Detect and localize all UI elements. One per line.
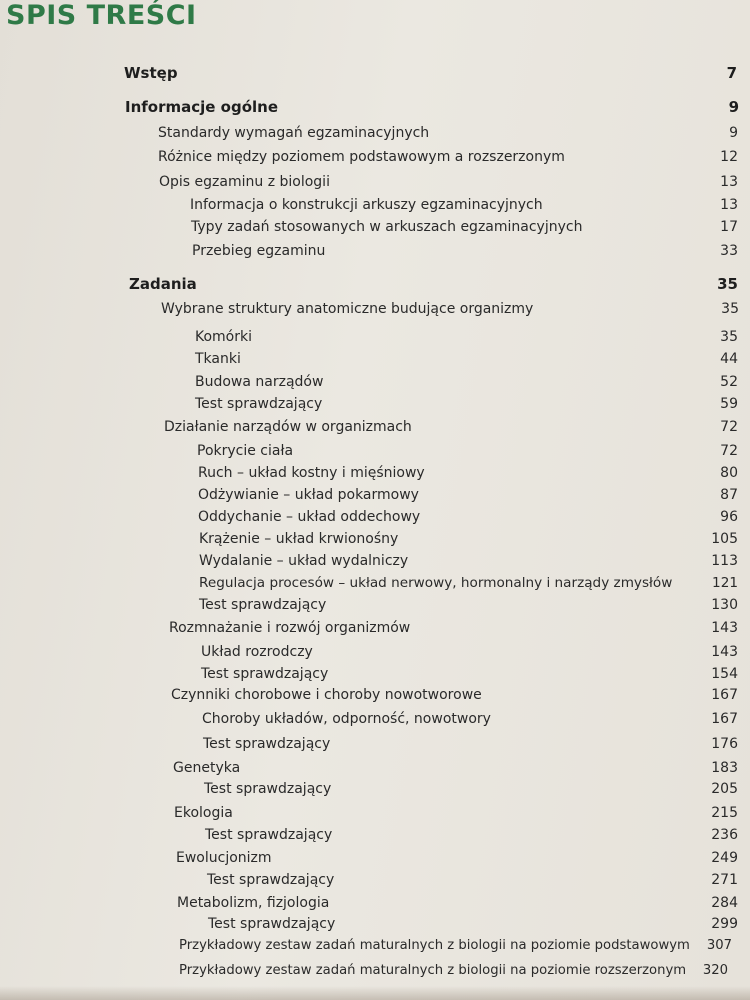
toc-entry	[129, 273, 738, 295]
toc-entry	[207, 869, 738, 891]
toc-entry-page: 52	[720, 374, 738, 390]
toc-entry-page: 33	[720, 243, 738, 259]
toc-entry	[202, 708, 738, 730]
toc-entry-page: 105	[711, 531, 738, 547]
toc-entry-label: Pokrycie ciała	[197, 443, 294, 459]
toc-entry-page: 205	[711, 781, 738, 797]
toc-entry	[169, 617, 738, 639]
toc-entry-page: 176	[711, 736, 738, 752]
toc-entry-label: Standardy wymagań egzaminacyjnych	[158, 125, 430, 141]
toc-entry-page: 59	[720, 396, 738, 412]
toc-entry-page: 183	[711, 760, 738, 776]
toc-entry	[195, 393, 738, 415]
toc-entry-label: Układ rozrodczy	[201, 644, 313, 660]
toc-entry	[164, 416, 738, 438]
toc-entry-page: 35	[717, 275, 738, 293]
toc-entry	[176, 847, 738, 869]
toc-entry-label: Test sprawdzający	[207, 872, 335, 888]
toc-entry	[203, 733, 738, 755]
toc-entry-page: 215	[711, 805, 738, 821]
toc-entry-label: Odżywianie – układ pokarmowy	[198, 487, 419, 503]
toc-entry-label: Test sprawdzający	[208, 916, 336, 932]
toc-entry-page: 143	[711, 620, 738, 636]
toc-entry	[205, 824, 738, 846]
toc-entry-page: 167	[711, 711, 738, 727]
toc-entry-label: Przykładowy zestaw zadań maturalnych z biologii na poziomie rozszerzonym	[179, 963, 687, 978]
toc-entry	[204, 778, 738, 800]
toc-entry-label: Genetyka	[173, 760, 241, 776]
toc-entry-page: 249	[711, 850, 738, 866]
toc-entry-page: 9	[728, 98, 739, 116]
toc-entry	[171, 684, 738, 706]
toc-entry-page: 130	[711, 597, 738, 613]
toc-entry-label: Typy zadań stosowanych w arkuszach egzaminacyjnych	[191, 219, 583, 235]
toc-entry	[198, 462, 738, 484]
toc-entry	[161, 298, 739, 320]
toc-entry	[190, 194, 738, 216]
toc-entry	[197, 440, 738, 462]
toc-entry-label: Tkanki	[195, 351, 241, 367]
toc-entry-page: 143	[711, 644, 738, 660]
toc-entry-page: 35	[720, 329, 738, 345]
toc-entry-page: 80	[720, 465, 738, 481]
toc-entry-label: Metabolizm, fizjologia	[177, 895, 330, 911]
toc-entry-label: Rozmnażanie i rozwój organizmów	[169, 620, 411, 636]
toc-entry-label: Test sprawdzający	[203, 736, 331, 752]
toc-entry	[201, 663, 738, 685]
toc-entry-page: 7	[726, 64, 737, 82]
toc-entry-label: Różnice między poziomem podstawowym a rozszerzonym	[158, 149, 565, 165]
toc-entry-page: 236	[711, 827, 738, 843]
toc-entry-label: Krążenie – układ krwionośny	[199, 531, 399, 547]
toc-entry-page: 13	[720, 174, 738, 190]
toc-entry-label: Ekologia	[174, 805, 233, 821]
toc-entry-page: 72	[720, 443, 738, 459]
toc-entry-label: Choroby układów, odporność, nowotwory	[202, 711, 491, 727]
toc-entry	[174, 802, 738, 824]
toc-entry	[179, 935, 732, 957]
toc-entry-page: 12	[720, 149, 738, 165]
toc-entry-label: Ewolucjonizm	[176, 850, 272, 866]
toc-entry-page: 96	[720, 509, 738, 525]
toc-entry-label: Wstęp	[124, 64, 178, 82]
toc-entry	[198, 484, 738, 506]
toc-entry-label: Test sprawdzający	[205, 827, 333, 843]
toc-entry-label: Test sprawdzający	[201, 666, 329, 682]
toc-entry	[124, 62, 737, 84]
toc-entry-page: 72	[720, 419, 738, 435]
toc-entry	[195, 348, 738, 370]
toc-entry	[177, 892, 738, 914]
toc-entry	[195, 326, 738, 348]
toc-entry-label: Zadania	[129, 275, 197, 293]
toc-entry	[192, 240, 738, 262]
toc-entry	[199, 594, 738, 616]
toc-entry	[198, 506, 738, 528]
toc-entry-label: Przykładowy zestaw zadań maturalnych z biologii na poziomie podstawowym	[179, 938, 690, 953]
toc-entry	[158, 122, 738, 144]
toc-entry-label: Ruch – układ kostny i mięśniowy	[198, 465, 425, 481]
toc-entry-label: Test sprawdzający	[199, 597, 327, 613]
toc-entry-label: Wybrane struktury anatomiczne budujące organizmy	[161, 301, 534, 317]
toc-entry-page: 13	[720, 197, 738, 213]
toc-entry	[159, 171, 738, 193]
toc-entry-label: Test sprawdzający	[195, 396, 323, 412]
toc-entry-label: Działanie narządów w organizmach	[164, 419, 412, 435]
toc-entry-page: 307	[706, 938, 732, 953]
toc-entry-label: Opis egzaminu z biologii	[159, 174, 330, 190]
toc-entry-page: 167	[711, 687, 738, 703]
toc-entry-label: Czynniki chorobowe i choroby nowotworowe	[171, 687, 482, 703]
toc-entry-page: 271	[711, 872, 738, 888]
toc-entry	[195, 371, 738, 393]
toc-entry	[201, 641, 738, 663]
toc-entry-label: Wydalanie – układ wydalniczy	[199, 553, 409, 569]
toc-entry-label: Regulacja procesów – układ nerwowy, hormonalny i narządy zmysłów	[199, 575, 673, 591]
toc-entry	[191, 216, 738, 238]
toc-entry-label: Przebieg egzaminu	[192, 243, 326, 259]
toc-entry-label: Oddychanie – układ oddechowy	[198, 509, 421, 525]
toc-entry-page: 44	[720, 351, 738, 367]
toc-entry	[208, 913, 738, 935]
toc-entry-label: Informacje ogólne	[125, 98, 279, 116]
toc-entry	[199, 528, 738, 550]
toc-entry	[173, 757, 738, 779]
toc-entry-label: Informacja o konstrukcji arkuszy egzaminacyjnych	[190, 197, 543, 213]
toc-entry-page: 121	[712, 575, 738, 591]
toc-entry-page: 87	[720, 487, 738, 503]
page-bottom-edge	[0, 986, 750, 1000]
toc-entry	[179, 960, 728, 982]
toc-entry-label: Test sprawdzający	[204, 781, 332, 797]
toc-entry-page: 35	[721, 301, 739, 317]
toc-entry-page: 299	[711, 916, 738, 932]
page-title: SPIS TREŚCI	[6, 0, 197, 31]
toc-entry-page: 284	[711, 895, 738, 911]
toc-entry	[158, 146, 738, 168]
toc-entry-page: 17	[720, 219, 738, 235]
toc-entry	[199, 550, 738, 572]
toc-entry	[199, 572, 738, 594]
toc-entry-page: 113	[711, 553, 738, 569]
toc-entry-page: 320	[702, 963, 728, 978]
toc-entry-label: Komórki	[195, 329, 253, 345]
toc-entry-page: 154	[711, 666, 738, 682]
toc-entry	[125, 96, 739, 118]
toc-entry-label: Budowa narządów	[195, 374, 324, 390]
toc-entry-page: 9	[729, 125, 738, 141]
